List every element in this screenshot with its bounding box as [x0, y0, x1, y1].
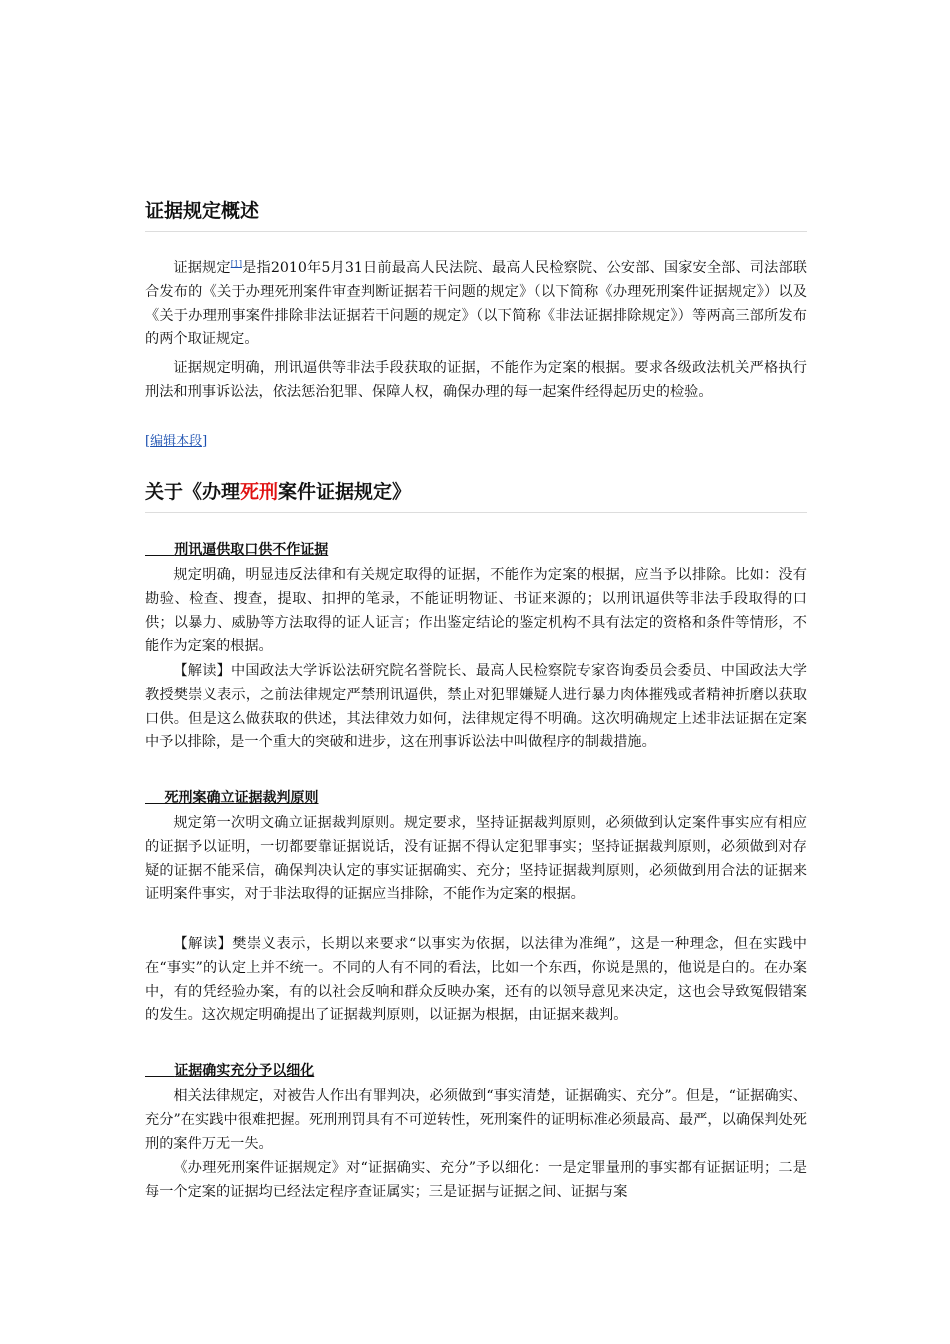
section-title-death-penalty-rules: 关于《办理死刑案件证据规定》 [145, 481, 412, 503]
paragraph-sufficiency-detail: 《办理死刑案件证据规定》对“证据确实、充分”予以细化：一是定罪量刑的事实都有证据证明；二是每一个定案的证据均已经法定程序查证属实；三是证据与证据之间、证据与案 [145, 1160, 807, 1200]
edit-section-link[interactable]: [编辑本段] [145, 434, 208, 449]
edit-section-label[interactable]: 编辑本段 [150, 434, 203, 449]
paragraph-sufficiency-law: 相关法律规定，对被告人作出有罪判决，必须做到“事实清楚，证据确实、充分”。但是，“证据确实、充分”在实践中很难把握。死刑刑罚具有不可逆转性，死刑案件的证明标准必须最高、最严，以确保判处死刑的案件万无一失。 [145, 1088, 807, 1152]
paragraph-evidence-principle: 规定第一次明文确立证据裁判原则。规定要求，坚持证据裁判原则，必须做到认定案件事实应有相应的证据予以证明，一切都要靠证据说话，没有证据不得认定犯罪事实；坚持证据裁判原则，必须做到对存疑的证据不能采信，确保判决认定的事实证据确实、充分；坚持证据裁判原则，必须做到用合法的证据来证明案件事实，对于非法取得的证据应当排除，不能作为定案的根据。 [145, 815, 807, 903]
section-divider [145, 231, 807, 232]
subheading-evidence-sufficiency: 证据确实充分予以细化 [174, 1063, 315, 1079]
subheading-torture-confession: 刑讯逼供取口供不作证据 [174, 542, 329, 558]
subheading-evidence-principle: 死刑案确立证据裁判原则 [164, 790, 319, 806]
paragraph-overview-1: 证据规定[1]是指2010年5月31日前最高人民法院、最高人民检察院、公安部、国家安全部、司法部联合发布的《关于办理死刑案件审查判断证据若干问题的规定》（以下简称《办理死刑案件证据规定》）以及《关于办理刑事案件排除非法证据若干问题的规定》（以下简称《非法证据排除规定》）等两高三部所发布的两个取证规定。 [145, 259, 807, 348]
footnote-ref-link[interactable]: [1] [230, 259, 243, 269]
highlight-keyword: 死刑 [240, 481, 279, 503]
paragraph-overview-2: 证据规定明确，刑讯逼供等非法手段获取的证据，不能作为定案的根据。要求各级政法机关严格执行刑法和刑事诉讼法，依法惩治犯罪、保障人权，确保办理的每一起案件经得起历史的检验。 [145, 360, 807, 400]
paragraph-torture-commentary: 【解读】中国政法大学诉讼法研究院名誉院长、最高人民检察院专家咨询委员会委员、中国政法大学教授樊崇义表示，之前法律规定严禁刑讯逼供，禁止对犯罪嫌疑人进行暴力肉体摧残或者精神折磨以获取口供。但是这么做获取的供述，其法律效力如何，法律规定得不明确。这次明确规定上述非法证据在定案中予以排除，是一个重大的突破和进步，这在刑事诉讼法中叫做程序的制裁措施。 [145, 663, 807, 751]
section-divider [145, 512, 807, 513]
paragraph-torture-rule: 规定明确，明显违反法律和有关规定取得的证据，不能作为定案的根据，应当予以排除。比如：没有勘验、检查、搜查，提取、扣押的笔录，不能证明物证、书证来源的；以刑讯逼供等非法手段取得的口供；以暴力、威胁等方法取得的证人证言；作出鉴定结论的鉴定机构不具有法定的资格和条件等情形，不能作为定案的根据。 [145, 567, 807, 655]
paragraph-evidence-commentary: 【解读】樊崇义表示，长期以来要求“以事实为依据，以法律为准绳”，这是一种理念，但在实践中在“事实”的认定上并不统一。不同的人有不同的看法，比如一个东西，你说是黑的，他说是白的。在办案中，有的凭经验办案，有的以社会反响和群众反映办案，还有的以领导意见来决定，这也会导致冤假错案的发生。这次规定明确提出了证据裁判原则，以证据为根据，由证据来裁判。 [145, 936, 807, 1024]
section-title-overview: 证据规定概述 [145, 200, 260, 222]
